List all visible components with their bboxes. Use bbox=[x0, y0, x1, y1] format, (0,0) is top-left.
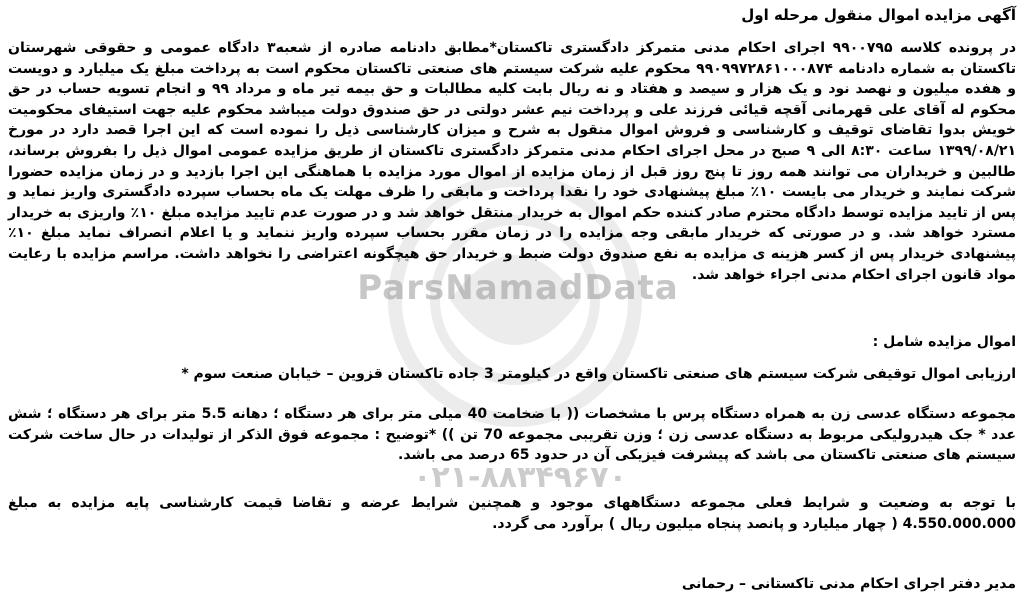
watermark-phone-text: ۰۲۱-۸۸۳۴۹۶۷۰ bbox=[413, 460, 627, 495]
notice-body-paragraph: در پرونده کلاسه ۹۹۰۰۷۹۵ اجرای احکام مدنی متمرکز دادگستری تاکستان*مطابق دادنامه صادره از شعبه۳ دادگاه عمومی و حقوقی شهرستان تاکستان به شماره دادنامه ۹۹۰۹۹۷۲۸۶۱۰۰۰۸۷۴ محکوم علیه شرکت سیستم های صنعتی تاکستان محکوم است به پرداخت مبلغ یک میلیارد و دویست و هفده میلیون و نهصد نود و یک هزار و سیصد و هفتاد و نه ریال بابت کلیه مطالبات و حق بیمه تیر ماه و مرداد ۹۹ و انجام تسویه حساب در حق محکوم له آقای علی قهرمانی آقچه قیائی فرزند علی و پرداخت نیم عشر دولتی در حق صندوق دولت میباشد محکوم علیه جهت استیفای محکومیت خویش بدوا تقاضای توقیف و کارشناسی و فروش اموال منقول به شرح و میزان کارشناسی ذیل را نموده است که این اجرا قصد دارد در مورخ ۱۳۹۹/۰۸/۲۱ ساعت ۸:۳۰ الی ۹ صبح در محل اجرای احکام مدنی متمرکز دادگستری تاکستان از طریق مزایده عمومی اموال ذیل را بفروش برساند، طالبین و خریداران می توانند همه روز تا پنج روز قبل از زمان مزایده از اموال مورد مزایده با هماهنگی این اجرا بازدید و در زمان مزایده حضورا شرکت نمایند و خریدار می بایست ۱۰٪ مبلغ پیشنهادی خود را نقدا پرداخت و مابقی را ظرف مهلت یک ماه بحساب سپرده دادگستری واریز نماید و پس از تایید مزایده توسط دادگاه محترم صادر کننده حکم اموال به خریدار منتقل خواهد شد و در صورت عدم تایید مزایده مبلغ ۱۰٪ واریزی به خریدار مسترد خواهد شد. و در صورتی که خریدار مابقی وجه مزایده را در زمان مقرر بحساب سپرده واریز ننماید و یا اعلام انصراف نماید مبلغ ۱۰٪ پیشنهادی خریدار پس از کسر هزینه ی مزایده به نفع صندوق دولت ضبط و خریدار حق هیچگونه اعتراضی را نخواهد داشت. مراسم مزایده با رعایت مواد قانون اجرای احکام مدنی اجراء خواهد شد. bbox=[8, 40, 1017, 283]
valuation-paragraph: با توجه به وضعیت و شرایط فعلی مجموعه دستگاههای موجود و همچنین شرایط عرضه و تقاضا قیمت کارشناسی پایه مزایده به مبلغ 4.550.000.000 ( چهار میلیارد و پانصد پنجاه میلیون ریال ) برآورد می گردد. bbox=[8, 495, 1016, 532]
watermark-brand-text: ParsNamadData bbox=[357, 268, 679, 308]
notice-heading: آگهی مزایده اموال منقول مرحله اول bbox=[741, 6, 1016, 24]
auction-items-title: اموال مزایده شامل : bbox=[872, 334, 1016, 350]
auction-item-description: مجموعه دستگاه عدسی زن به همراه دستگاه پرس با مشخصات (( با ضخامت 40 میلی متر برای هر دستگاه ؛ دهانه 5.5 متر برای هر دستگاه ؛ شش عدد * جک هیدرولیکی مربوط به دستگاه عدسی زن ؛ وزن تقریبی مجموعه 70 تن )) *توضیح : مجموعه فوق الذکر از تولیدات در حال ساخت شرکت سیستم های صنعتی تاکستان می باشد که پیشرفت فیزیکی آن در حدود 65 درصد می باشد. bbox=[8, 406, 1016, 464]
auction-items-subtitle: ارزیابی اموال توقیفی شرکت سیستم های صنعتی تاکستان واقع در کیلومتر 3 جاده تاکستان قزوین – خیابان صنعت سوم * bbox=[181, 366, 1016, 382]
signature-line: مدیر دفتر اجرای احکام مدنی تاکستانی – رحمانی bbox=[681, 576, 1016, 592]
